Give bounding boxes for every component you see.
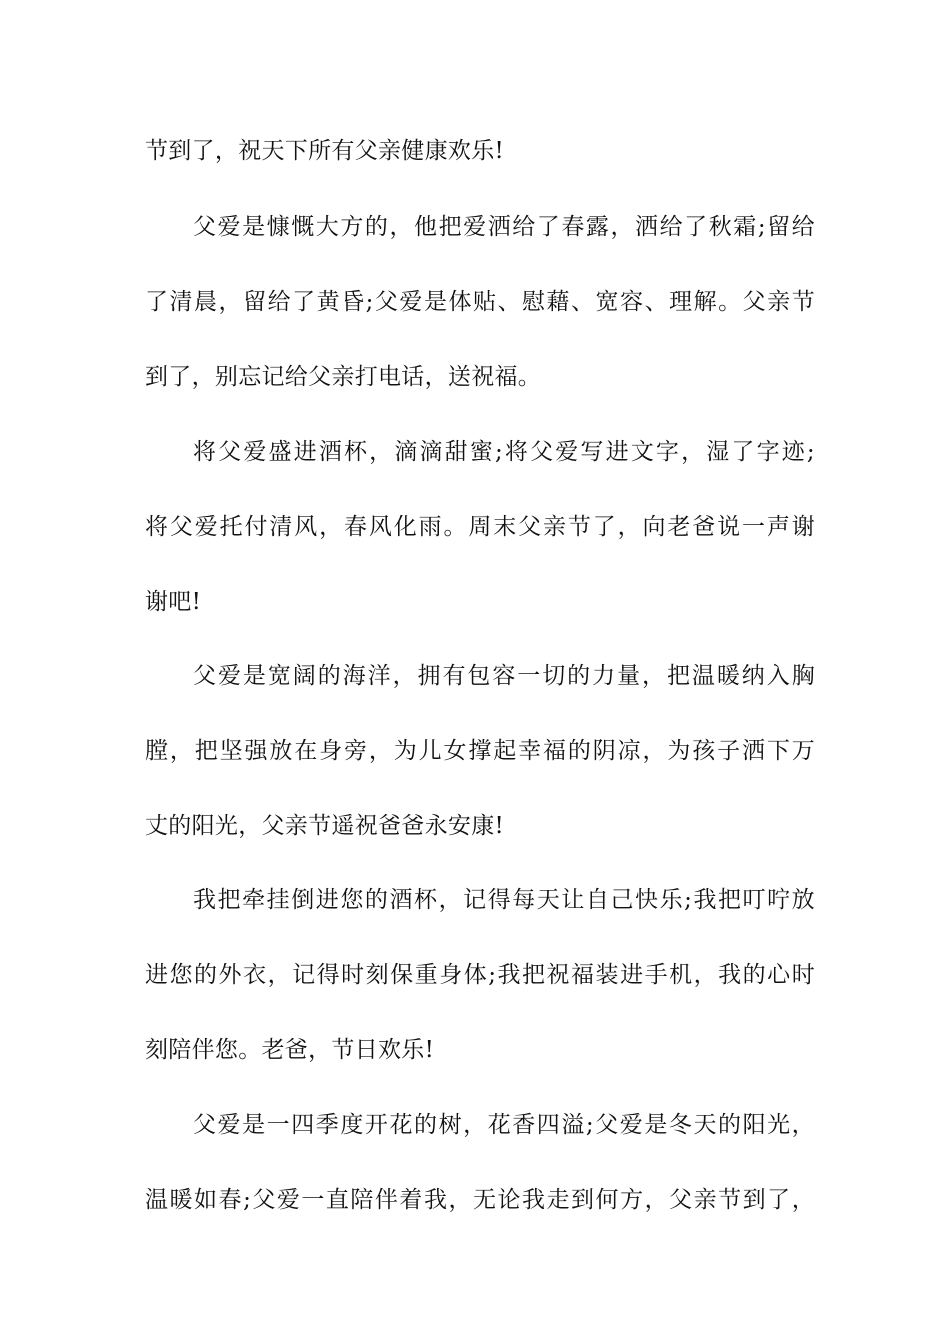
text-line: 谢吧! bbox=[145, 589, 202, 615]
text-line: 了清晨，留给了黄昏;父爱是体贴、慰藉、宽容、理解。父亲节 bbox=[145, 289, 815, 315]
paragraph-first-line: 父爱是慷慨大方的，他把爱洒给了春露，洒给了秋霜;留给 bbox=[193, 214, 815, 240]
paragraph-first-line: 将父爱盛进酒杯，滴滴甜蜜;将父爱写进文字，湿了字迹; bbox=[193, 439, 815, 465]
paragraph-first-line: 父爱是宽阔的海洋，拥有包容一切的力量，把温暖纳入胸 bbox=[193, 663, 815, 689]
text-line: 进您的外衣，记得时刻保重身体;我把祝福装进手机，我的心时 bbox=[145, 962, 815, 988]
text-line: 膛，把坚强放在身旁，为儿女撑起幸福的阴凉，为孩子洒下万 bbox=[145, 738, 815, 764]
paragraph-first-line: 父爱是一四季度开花的树，花香四溢;父爱是冬天的阳光， bbox=[193, 1112, 815, 1138]
text-line: 刻陪伴您。老爸，节日欢乐! bbox=[145, 1037, 435, 1063]
text-line: 将父爱托付清风，春风化雨。周末父亲节了，向老爸说一声谢 bbox=[145, 514, 815, 540]
text-line: 节到了，祝天下所有父亲健康欢乐! bbox=[145, 138, 505, 164]
text-line: 温暖如春;父爱一直陪伴着我，无论我走到何方，父亲节到了， bbox=[145, 1187, 815, 1213]
text-line: 到了，别忘记给父亲打电话，送祝福。 bbox=[145, 364, 542, 390]
paragraph-first-line: 我把牵挂倒进您的酒杯，记得每天让自己快乐;我把叮咛放 bbox=[193, 887, 815, 913]
text-line: 丈的阳光，父亲节遥祝爸爸永安康! bbox=[145, 813, 505, 839]
